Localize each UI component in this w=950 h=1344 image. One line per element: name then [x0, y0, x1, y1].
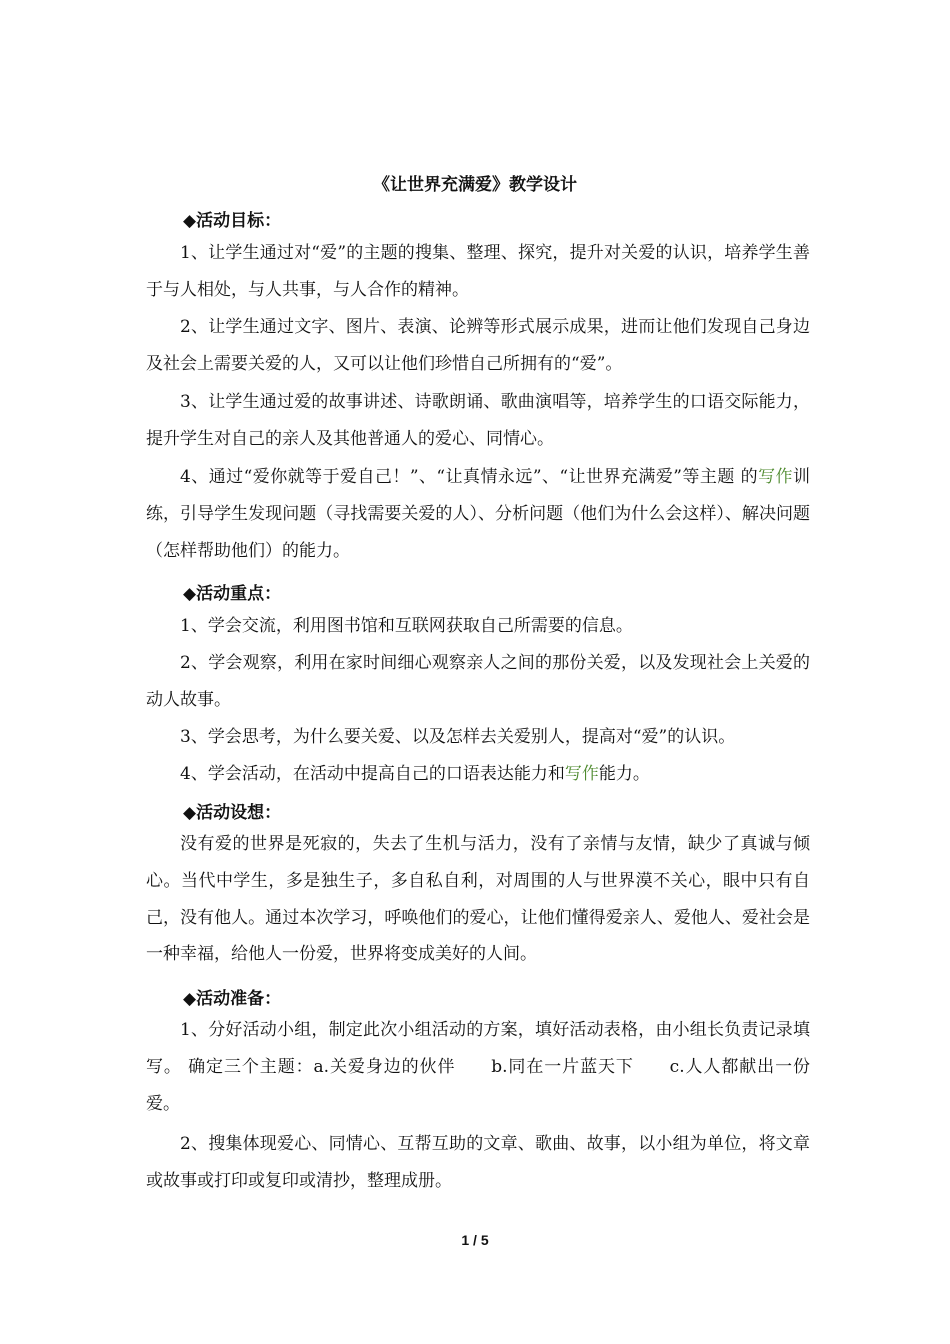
- heading-focus: ◆活动重点：: [183, 584, 282, 604]
- goal-4-text-a: 4、通过“爱你就等于爱自己！”、“让真情永远”、“让世界充满爱”等主题 的: [180, 467, 759, 487]
- writing-link[interactable]: 写作: [564, 764, 599, 784]
- paragraph-goal-3: 3、让学生通过爱的故事讲述、诗歌朗诵、歌曲演唱等，培养学生的口语交际能力，提升学生对自己的亲人及其他普通人的爱心、同情心。: [146, 392, 810, 449]
- paragraph-goal-4: [146, 459, 810, 569]
- paragraph-goal-2: 2、让学生通过文字、图片、表演、论辨等形式展示成果，进而让他们发现自己身边及社会上需要关爱的人，又可以让他们珍惜自己所拥有的“爱”。: [146, 317, 810, 374]
- paragraph-focus-1: 1、学会交流，利用图书馆和互联网获取自己所需要的信息。: [180, 616, 633, 636]
- paragraph-focus-2: 2、学会观察，利用在家时间细心观察亲人之间的那份关爱，以及发现社会上关爱的动人故事。: [146, 653, 810, 710]
- paragraph-focus-4: [146, 756, 810, 793]
- heading-idea: ◆活动设想：: [183, 803, 282, 823]
- document-title: 《让世界充满爱》教学设计: [373, 175, 577, 195]
- paragraph-idea-1: 没有爱的世界是死寂的，失去了生机与活力，没有了亲情与友情，缺少了真诚与倾心。当代中学生，多是独生子，多自私自利，对周围的人与世界漠不关心，眼中只有自己，没有他人。通过本次学习，呼唤他们的爱心，让他们懂得爱亲人、爱他人、爱社会是一种幸福，给他人一份爱，世界将变成美好的人间。: [146, 834, 810, 965]
- paragraph-focus-3: 3、学会思考，为什么要关爱、以及怎样去关爱别人，提高对“爱”的认识。: [180, 727, 736, 747]
- writing-link[interactable]: 写作: [758, 467, 793, 487]
- focus-4-text-a: 4、学会活动，在活动中提高自己的口语表达能力和: [180, 764, 565, 784]
- focus-4-text-b: 能力。: [598, 764, 650, 784]
- paragraph-prep-2: 2、搜集体现爱心、同情心、互帮互助的文章、歌曲、故事，以小组为单位，将文章或故事或打印或复印或清抄，整理成册。: [146, 1134, 810, 1191]
- paragraph-prep-1: 1、分好活动小组，制定此次小组活动的方案，填好活动表格，由小组长负责记录填写。 确定三个主题：a.关爱身边的伙伴 b.同在一片蓝天下 c.人人都献出一份爱。: [146, 1020, 810, 1114]
- heading-goals: ◆活动目标：: [183, 211, 282, 231]
- heading-prep: ◆活动准备：: [183, 989, 282, 1009]
- page-number: 1 / 5: [461, 1232, 489, 1248]
- paragraph-goal-1: 1、让学生通过对“爱”的主题的搜集、整理、探究，提升对关爱的认识，培养学生善于与人相处，与人共事，与人合作的精神。: [146, 243, 810, 300]
- goal-4-text-b: 训练，引导学生发现问题（寻找需要关爱的人）、分析问题（他们为什么会这样）、解决问题（怎样帮助他们）的能力。: [146, 467, 810, 561]
